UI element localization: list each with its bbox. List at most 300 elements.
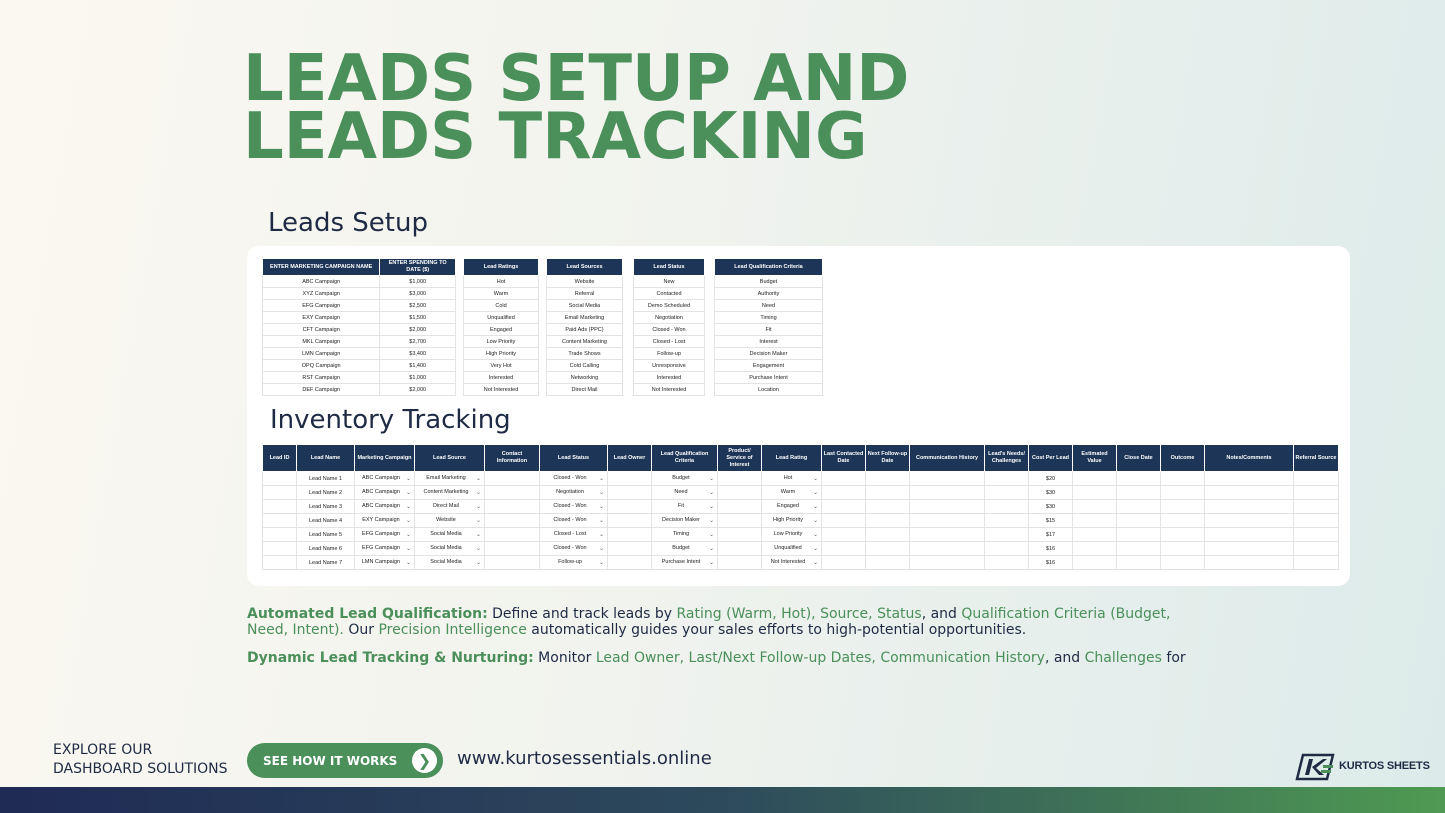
tracking-cell[interactable] xyxy=(1294,486,1339,500)
tracking-cell[interactable] xyxy=(1205,514,1294,528)
see-how-it-works-button[interactable] xyxy=(247,743,443,778)
tracking-cell[interactable] xyxy=(1294,528,1339,542)
tracking-cell[interactable] xyxy=(652,472,718,486)
tracking-cell[interactable] xyxy=(718,528,762,542)
tracking-cell[interactable] xyxy=(985,486,1029,500)
tracking-cell[interactable] xyxy=(1205,472,1294,486)
tracking-cell[interactable] xyxy=(540,542,608,556)
lead-criteria-cell[interactable]: Need xyxy=(715,300,823,312)
table-row xyxy=(263,542,1339,556)
tracking-cell[interactable] xyxy=(762,556,822,570)
lead-criteria-header: Lead Qualification Criteria xyxy=(715,259,823,276)
campaigns-table xyxy=(262,258,456,396)
campaign-spend-cell[interactable]: $2,500 xyxy=(380,300,456,312)
tracking-cell-value: LMN Campaign xyxy=(361,559,401,565)
lead-rating-cell[interactable]: Very Hot xyxy=(464,360,539,372)
tracking-cell[interactable] xyxy=(1161,556,1205,570)
tracking-cell[interactable] xyxy=(822,500,866,514)
tracking-cell-value: Content Marketing xyxy=(423,489,469,495)
campaign-name-cell[interactable]: EXY Campaign xyxy=(263,312,380,324)
tracking-cell[interactable] xyxy=(1294,542,1339,556)
lead-status-cell[interactable]: Closed - Won xyxy=(634,324,705,336)
table-row xyxy=(263,500,1339,514)
tracking-cell[interactable] xyxy=(1205,486,1294,500)
lead-rating-cell[interactable]: Warm xyxy=(464,288,539,300)
tracking-cell[interactable] xyxy=(1117,556,1161,570)
tracking-cell[interactable] xyxy=(822,486,866,500)
tracking-cell[interactable] xyxy=(1073,514,1117,528)
tracking-cell[interactable] xyxy=(415,500,485,514)
tracking-cell-value: ABC Campaign xyxy=(362,489,400,495)
website-link[interactable]: www.kurtosessentials.online xyxy=(457,748,712,769)
tracking-cell[interactable] xyxy=(608,528,652,542)
tracking-cell[interactable] xyxy=(540,528,608,542)
tracking-column-header: Lead Rating xyxy=(762,445,822,472)
tracking-cell[interactable] xyxy=(652,486,718,500)
lead-criteria-cell[interactable]: Fit xyxy=(715,324,823,336)
table-row xyxy=(263,472,1339,486)
desc-text: Our xyxy=(343,622,379,638)
lead-source-cell[interactable]: Direct Mail xyxy=(547,384,623,396)
tracking-cell[interactable] xyxy=(355,500,415,514)
lead-rating-cell[interactable]: Low Priority xyxy=(464,336,539,348)
desc-text: automatically guides your sales efforts to high-potential opportunities. xyxy=(526,622,1027,638)
tracking-cell[interactable] xyxy=(718,486,762,500)
tracking-cell-value: Low Priority xyxy=(773,531,803,537)
tracking-cell[interactable] xyxy=(910,472,985,486)
tracking-cell[interactable] xyxy=(910,486,985,500)
tracking-cell[interactable] xyxy=(718,500,762,514)
lead-sources-table xyxy=(546,258,623,396)
tracking-cell[interactable] xyxy=(1073,542,1117,556)
tracking-cell-value: Closed - Won xyxy=(553,475,587,481)
tracking-cell[interactable] xyxy=(297,472,355,486)
tracking-cell[interactable] xyxy=(1294,514,1339,528)
tracking-cell[interactable] xyxy=(1073,556,1117,570)
lead-criteria-cell[interactable]: Budget xyxy=(715,276,823,288)
tracking-cell-value: Fit xyxy=(677,503,685,509)
tracking-column-header: Notes/Comments xyxy=(1205,445,1294,472)
description-tracking xyxy=(247,650,1197,666)
tracking-cell[interactable] xyxy=(762,486,822,500)
tracking-cell[interactable] xyxy=(297,514,355,528)
tracking-cell-value: Email Marketing xyxy=(426,475,466,481)
campaign-spend-cell[interactable]: $1,400 xyxy=(380,360,456,372)
qualification-label: Automated Lead Qualification: xyxy=(247,606,488,622)
tracking-cell[interactable] xyxy=(263,556,297,570)
tracking-cell[interactable] xyxy=(910,542,985,556)
tracking-cell[interactable] xyxy=(1029,556,1073,570)
tracking-cell[interactable] xyxy=(985,500,1029,514)
campaign-spend-cell[interactable]: $2,000 xyxy=(380,384,456,396)
lead-source-cell[interactable]: Paid Ads (PPC) xyxy=(547,324,623,336)
tracking-cell[interactable] xyxy=(1161,514,1205,528)
tracking-cell[interactable] xyxy=(355,528,415,542)
tracking-cell[interactable] xyxy=(415,486,485,500)
lead-status-cell[interactable]: Unresponsive xyxy=(634,360,705,372)
lead-rating-cell[interactable]: Unqualified xyxy=(464,312,539,324)
table-row xyxy=(263,556,1339,570)
lead-source-cell[interactable]: Content Marketing xyxy=(547,336,623,348)
lead-source-cell[interactable]: Website xyxy=(547,276,623,288)
tracking-cell[interactable] xyxy=(355,486,415,500)
tracking-cell[interactable] xyxy=(415,514,485,528)
chevron-right-icon: ❯ xyxy=(412,748,437,773)
tracking-cell[interactable] xyxy=(822,556,866,570)
tracking-cell[interactable] xyxy=(608,500,652,514)
tracking-cell-value: Follow-up xyxy=(558,559,582,565)
tracking-cell-value: $15 xyxy=(1045,517,1056,524)
tracking-cell[interactable] xyxy=(355,556,415,570)
tracking-cell[interactable] xyxy=(985,514,1029,528)
tracking-cell[interactable] xyxy=(297,528,355,542)
tracking-cell[interactable] xyxy=(485,542,540,556)
tracking-cell[interactable] xyxy=(297,542,355,556)
lead-tracking-table xyxy=(262,444,1339,570)
tracking-cell-value: EFG Campaign xyxy=(362,545,400,551)
explore-text xyxy=(53,741,228,779)
tracking-cell[interactable] xyxy=(866,542,910,556)
tracking-cell[interactable] xyxy=(1294,500,1339,514)
tracking-cell[interactable] xyxy=(910,556,985,570)
tracking-cell-value: Lead Name 6 xyxy=(308,545,343,552)
tracking-cell[interactable] xyxy=(415,556,485,570)
desc-highlight: Qualification Criteria (Budget, Need, Intent). xyxy=(247,606,1171,638)
tracking-cell[interactable] xyxy=(355,472,415,486)
bottom-gradient-bar xyxy=(0,787,1445,813)
campaign-name-cell[interactable]: CFT Campaign xyxy=(263,324,380,336)
tracking-column-header: Next Follow-up Date xyxy=(866,445,910,472)
tracking-cell[interactable] xyxy=(1073,472,1117,486)
tracking-cell[interactable] xyxy=(652,500,718,514)
campaign-name-cell[interactable]: ABC Campaign xyxy=(263,276,380,288)
tracking-cell[interactable] xyxy=(1029,528,1073,542)
tracking-cell[interactable] xyxy=(762,514,822,528)
tracking-cell[interactable] xyxy=(866,556,910,570)
table-row xyxy=(263,486,1339,500)
lead-status-cell[interactable]: Negotiation xyxy=(634,312,705,324)
tracking-cell[interactable] xyxy=(1117,528,1161,542)
tracking-cell[interactable] xyxy=(718,514,762,528)
tracking-cell-value: Engaged xyxy=(776,503,799,509)
desc-highlight: Rating (Warm, Hot), Source, Status xyxy=(676,606,922,622)
lead-rating-cell[interactable]: Cold xyxy=(464,300,539,312)
lead-status-cell[interactable]: Not Interested xyxy=(634,384,705,396)
tracking-cell[interactable] xyxy=(485,556,540,570)
tracking-cell[interactable] xyxy=(540,556,608,570)
tracking-cell[interactable] xyxy=(415,528,485,542)
campaign-row xyxy=(263,300,456,312)
desc-highlight: Lead Owner, Last/Next Follow-up Dates, Communication History xyxy=(595,650,1045,666)
tracking-cell[interactable] xyxy=(1205,528,1294,542)
campaign-spend-cell[interactable]: $1,000 xyxy=(380,276,456,288)
tracking-column-header: Lead's Needs/ Challenges xyxy=(985,445,1029,472)
tracking-cell-value: Need xyxy=(674,489,688,495)
campaign-row xyxy=(263,324,456,336)
lead-criteria-cell[interactable]: Authority xyxy=(715,288,823,300)
campaign-name-cell[interactable]: EFG Campaign xyxy=(263,300,380,312)
tracking-cell[interactable] xyxy=(1029,472,1073,486)
tracking-cell-value: Social Media xyxy=(430,559,462,565)
tracking-cell[interactable] xyxy=(1117,500,1161,514)
lead-status-cell[interactable]: Interested xyxy=(634,372,705,384)
tracking-cell[interactable] xyxy=(718,542,762,556)
tracking-cell-value: Warm xyxy=(780,489,796,495)
tracking-cell[interactable] xyxy=(762,542,822,556)
tracking-cell-value: Hot xyxy=(783,475,793,481)
tracking-cell[interactable] xyxy=(540,500,608,514)
kurtos-logo-icon xyxy=(1293,751,1337,781)
lead-criteria-cell[interactable]: Location xyxy=(715,384,823,396)
tracking-cell[interactable] xyxy=(652,542,718,556)
lead-source-cell[interactable]: Referral xyxy=(547,288,623,300)
campaign-name-cell[interactable]: DEF Campaign xyxy=(263,384,380,396)
tracking-cell[interactable] xyxy=(866,528,910,542)
tracking-cell[interactable] xyxy=(485,472,540,486)
tracking-cell[interactable] xyxy=(985,542,1029,556)
tracking-column-header: Last Contacted Date xyxy=(822,445,866,472)
tracking-cell[interactable] xyxy=(263,472,297,486)
campaign-name-cell[interactable]: MKL Campaign xyxy=(263,336,380,348)
lead-source-cell[interactable]: Cold Calling xyxy=(547,360,623,372)
tracking-cell[interactable] xyxy=(822,514,866,528)
tracking-cell[interactable] xyxy=(263,514,297,528)
tracking-cell[interactable] xyxy=(822,528,866,542)
tracking-cell[interactable] xyxy=(866,472,910,486)
tracking-cell-value: Not Interested xyxy=(770,559,806,565)
campaign-name-cell[interactable]: OPQ Campaign xyxy=(263,360,380,372)
page-title xyxy=(243,42,910,174)
campaign-row xyxy=(263,288,456,300)
tracking-cell-value: $20 xyxy=(1045,475,1056,482)
tracking-cell-value: Negotiation xyxy=(556,489,584,495)
tracking-cell[interactable] xyxy=(485,514,540,528)
tracking-cell[interactable] xyxy=(540,472,608,486)
tracking-cell[interactable] xyxy=(1161,500,1205,514)
tracking-cell[interactable] xyxy=(1161,486,1205,500)
tracking-cell[interactable] xyxy=(1029,486,1073,500)
lead-criteria-cell[interactable]: Timing xyxy=(715,312,823,324)
tracking-cell-value: $17 xyxy=(1045,531,1056,538)
tracking-cell[interactable] xyxy=(1073,486,1117,500)
tracking-column-header: Lead Status xyxy=(540,445,608,472)
tracking-cell-value: Social Media xyxy=(430,531,462,537)
desc-text: Monitor xyxy=(533,650,596,666)
table-row xyxy=(263,514,1339,528)
campaign-spend-cell[interactable]: $1,000 xyxy=(380,372,456,384)
lead-criteria-cell[interactable]: Purchase Intent xyxy=(715,372,823,384)
lead-source-cell[interactable]: Social Media xyxy=(547,300,623,312)
tracking-cell[interactable] xyxy=(1294,556,1339,570)
tracking-cell[interactable] xyxy=(718,472,762,486)
tracking-cell[interactable] xyxy=(1205,500,1294,514)
tracking-cell[interactable] xyxy=(485,500,540,514)
lead-rating-cell[interactable]: Hot xyxy=(464,276,539,288)
campaign-name-cell[interactable]: XYZ Campaign xyxy=(263,288,380,300)
tracking-cell[interactable] xyxy=(822,472,866,486)
tracking-cell[interactable] xyxy=(1161,542,1205,556)
campaign-row xyxy=(263,276,456,288)
tracking-cell[interactable] xyxy=(540,486,608,500)
tracking-cell-value: Unqualified xyxy=(774,545,802,551)
tracking-cell[interactable] xyxy=(355,514,415,528)
lead-status-table xyxy=(633,258,705,396)
tracking-cell[interactable] xyxy=(985,472,1029,486)
tracking-cell[interactable] xyxy=(866,514,910,528)
lead-source-cell[interactable]: Email Marketing xyxy=(547,312,623,324)
tracking-cell[interactable] xyxy=(1205,542,1294,556)
tracking-cell[interactable] xyxy=(1073,500,1117,514)
tracking-column-header: Communication History xyxy=(910,445,985,472)
lead-source-cell[interactable]: Networking xyxy=(547,372,623,384)
tracking-cell[interactable] xyxy=(1161,528,1205,542)
desc-text: , and xyxy=(1044,650,1085,666)
tracking-column-header: Referral Source xyxy=(1294,445,1339,472)
tracking-cell-value: $16 xyxy=(1045,559,1056,566)
tracking-cell[interactable] xyxy=(608,514,652,528)
tracking-cell[interactable] xyxy=(297,486,355,500)
lead-rating-cell[interactable]: Engaged xyxy=(464,324,539,336)
campaign-spend-cell[interactable]: $3,400 xyxy=(380,348,456,360)
lead-status-cell[interactable]: New xyxy=(634,276,705,288)
tracking-cell[interactable] xyxy=(263,542,297,556)
desc-highlight: Challenges xyxy=(1084,650,1162,666)
tracking-cell[interactable] xyxy=(263,486,297,500)
tracking-cell-value: Lead Name 2 xyxy=(308,489,343,496)
tracking-cell[interactable] xyxy=(652,556,718,570)
campaign-row xyxy=(263,384,456,396)
lead-ratings-header: Lead Ratings xyxy=(464,259,539,276)
tracking-cell[interactable] xyxy=(415,472,485,486)
tracking-cell-value: Closed - Lost xyxy=(553,531,587,537)
tracking-cell[interactable] xyxy=(297,500,355,514)
campaign-name-cell[interactable]: RST Campaign xyxy=(263,372,380,384)
tracking-cell[interactable] xyxy=(910,514,985,528)
tracking-cell[interactable] xyxy=(608,542,652,556)
campaign-name-cell[interactable]: LMN Campaign xyxy=(263,348,380,360)
tracking-cell-value: EXY Campaign xyxy=(362,517,400,523)
tracking-cell[interactable] xyxy=(762,500,822,514)
lead-sources-header: Lead Sources xyxy=(547,259,623,276)
campaign-row xyxy=(263,360,456,372)
tracking-cell[interactable] xyxy=(415,542,485,556)
tracking-cell[interactable] xyxy=(1029,514,1073,528)
lead-ratings-table xyxy=(463,258,539,396)
tracking-cell-value: Timing xyxy=(672,531,690,537)
tracking-cell[interactable] xyxy=(608,472,652,486)
tracking-column-header: Estimated Value xyxy=(1073,445,1117,472)
tracking-cell-value: $30 xyxy=(1045,503,1056,510)
tracking-cell[interactable] xyxy=(762,472,822,486)
explore-line-1: EXPLORE OUR xyxy=(53,742,153,758)
page-title-line-1: LEADS SETUP AND xyxy=(243,42,910,116)
explore-line-2: DASHBOARD SOLUTIONS xyxy=(53,761,228,777)
tracking-cell-value: Closed - Won xyxy=(553,503,587,509)
tracking-cell-value: Budget xyxy=(672,475,690,481)
tracking-cell[interactable] xyxy=(866,486,910,500)
lead-rating-cell[interactable]: Interested xyxy=(464,372,539,384)
inventory-tracking-heading: Inventory Tracking xyxy=(270,405,511,435)
tracking-cell[interactable] xyxy=(1205,556,1294,570)
lead-criteria-cell[interactable]: Engagement xyxy=(715,360,823,372)
tracking-cell[interactable] xyxy=(1073,528,1117,542)
tracking-cell-value: EFG Campaign xyxy=(362,531,400,537)
description-qualification xyxy=(247,606,1197,638)
tracking-cell[interactable] xyxy=(822,542,866,556)
tracking-cell[interactable] xyxy=(263,500,297,514)
campaign-spend-cell[interactable]: $2,000 xyxy=(380,324,456,336)
lead-rating-cell[interactable]: High Priority xyxy=(464,348,539,360)
tracking-cell[interactable] xyxy=(652,514,718,528)
tracking-column-header: Lead ID xyxy=(263,445,297,472)
lead-status-cell[interactable]: Contacted xyxy=(634,288,705,300)
lead-criteria-cell[interactable]: Interest xyxy=(715,336,823,348)
lead-status-cell[interactable]: Closed - Lost xyxy=(634,336,705,348)
tracking-cell[interactable] xyxy=(1117,486,1161,500)
tracking-cell[interactable] xyxy=(297,556,355,570)
campaign-spend-cell[interactable]: $1,500 xyxy=(380,312,456,324)
tracking-cell[interactable] xyxy=(866,500,910,514)
tracking-cell[interactable] xyxy=(1161,472,1205,486)
tracking-column-header: Lead Source xyxy=(415,445,485,472)
tracking-cell[interactable] xyxy=(485,528,540,542)
tracking-cell[interactable] xyxy=(762,528,822,542)
campaign-spend-cell[interactable]: $3,000 xyxy=(380,288,456,300)
tracking-cell-value: Website xyxy=(436,517,456,523)
tracking-cell[interactable] xyxy=(540,514,608,528)
tracking-cell[interactable] xyxy=(718,556,762,570)
tracking-cell[interactable] xyxy=(263,528,297,542)
tracking-cell[interactable] xyxy=(985,528,1029,542)
table-row xyxy=(263,528,1339,542)
lead-status-cell[interactable]: Follow-up xyxy=(634,348,705,360)
spending-header: ENTER SPENDING TO DATE ($) xyxy=(380,259,456,276)
tracking-cell[interactable] xyxy=(1117,542,1161,556)
tracking-cell[interactable] xyxy=(910,500,985,514)
tracking-cell-value: Closed - Won xyxy=(553,517,587,523)
campaign-name-header: ENTER MARKETING CAMPAIGN NAME xyxy=(263,259,380,276)
tracking-cell-value: Social Media xyxy=(430,545,462,551)
cta-label: SEE HOW IT WORKS xyxy=(263,753,398,768)
desc-text: Define and track leads by xyxy=(487,606,677,622)
tracking-cell[interactable] xyxy=(608,486,652,500)
tracking-cell[interactable] xyxy=(1029,500,1073,514)
tracking-cell[interactable] xyxy=(1117,472,1161,486)
tracking-cell-value: Closed - Won xyxy=(553,545,587,551)
tracking-cell[interactable] xyxy=(910,528,985,542)
tracking-cell[interactable] xyxy=(608,556,652,570)
tracking-cell-value: Budget xyxy=(672,545,690,551)
campaign-row xyxy=(263,372,456,384)
tracking-cell[interactable] xyxy=(1117,514,1161,528)
tracking-cell[interactable] xyxy=(355,542,415,556)
tracking-cell[interactable] xyxy=(1294,472,1339,486)
tracking-column-header: Lead Name xyxy=(297,445,355,472)
campaign-row xyxy=(263,312,456,324)
tracking-cell[interactable] xyxy=(1029,542,1073,556)
tracking-column-header: Product/ Service of Interest xyxy=(718,445,762,472)
campaign-spend-cell[interactable]: $2,700 xyxy=(380,336,456,348)
tracking-column-header: Lead Qualification Criteria xyxy=(652,445,718,472)
lead-criteria-cell[interactable]: Decision Maker xyxy=(715,348,823,360)
tracking-cell[interactable] xyxy=(652,528,718,542)
tracking-cell[interactable] xyxy=(985,556,1029,570)
tracking-cell[interactable] xyxy=(485,486,540,500)
lead-rating-cell[interactable]: Not Interested xyxy=(464,384,539,396)
lead-status-cell[interactable]: Demo Scheduled xyxy=(634,300,705,312)
lead-source-cell[interactable]: Trade Shows xyxy=(547,348,623,360)
tracking-cell-value: $16 xyxy=(1045,545,1056,552)
